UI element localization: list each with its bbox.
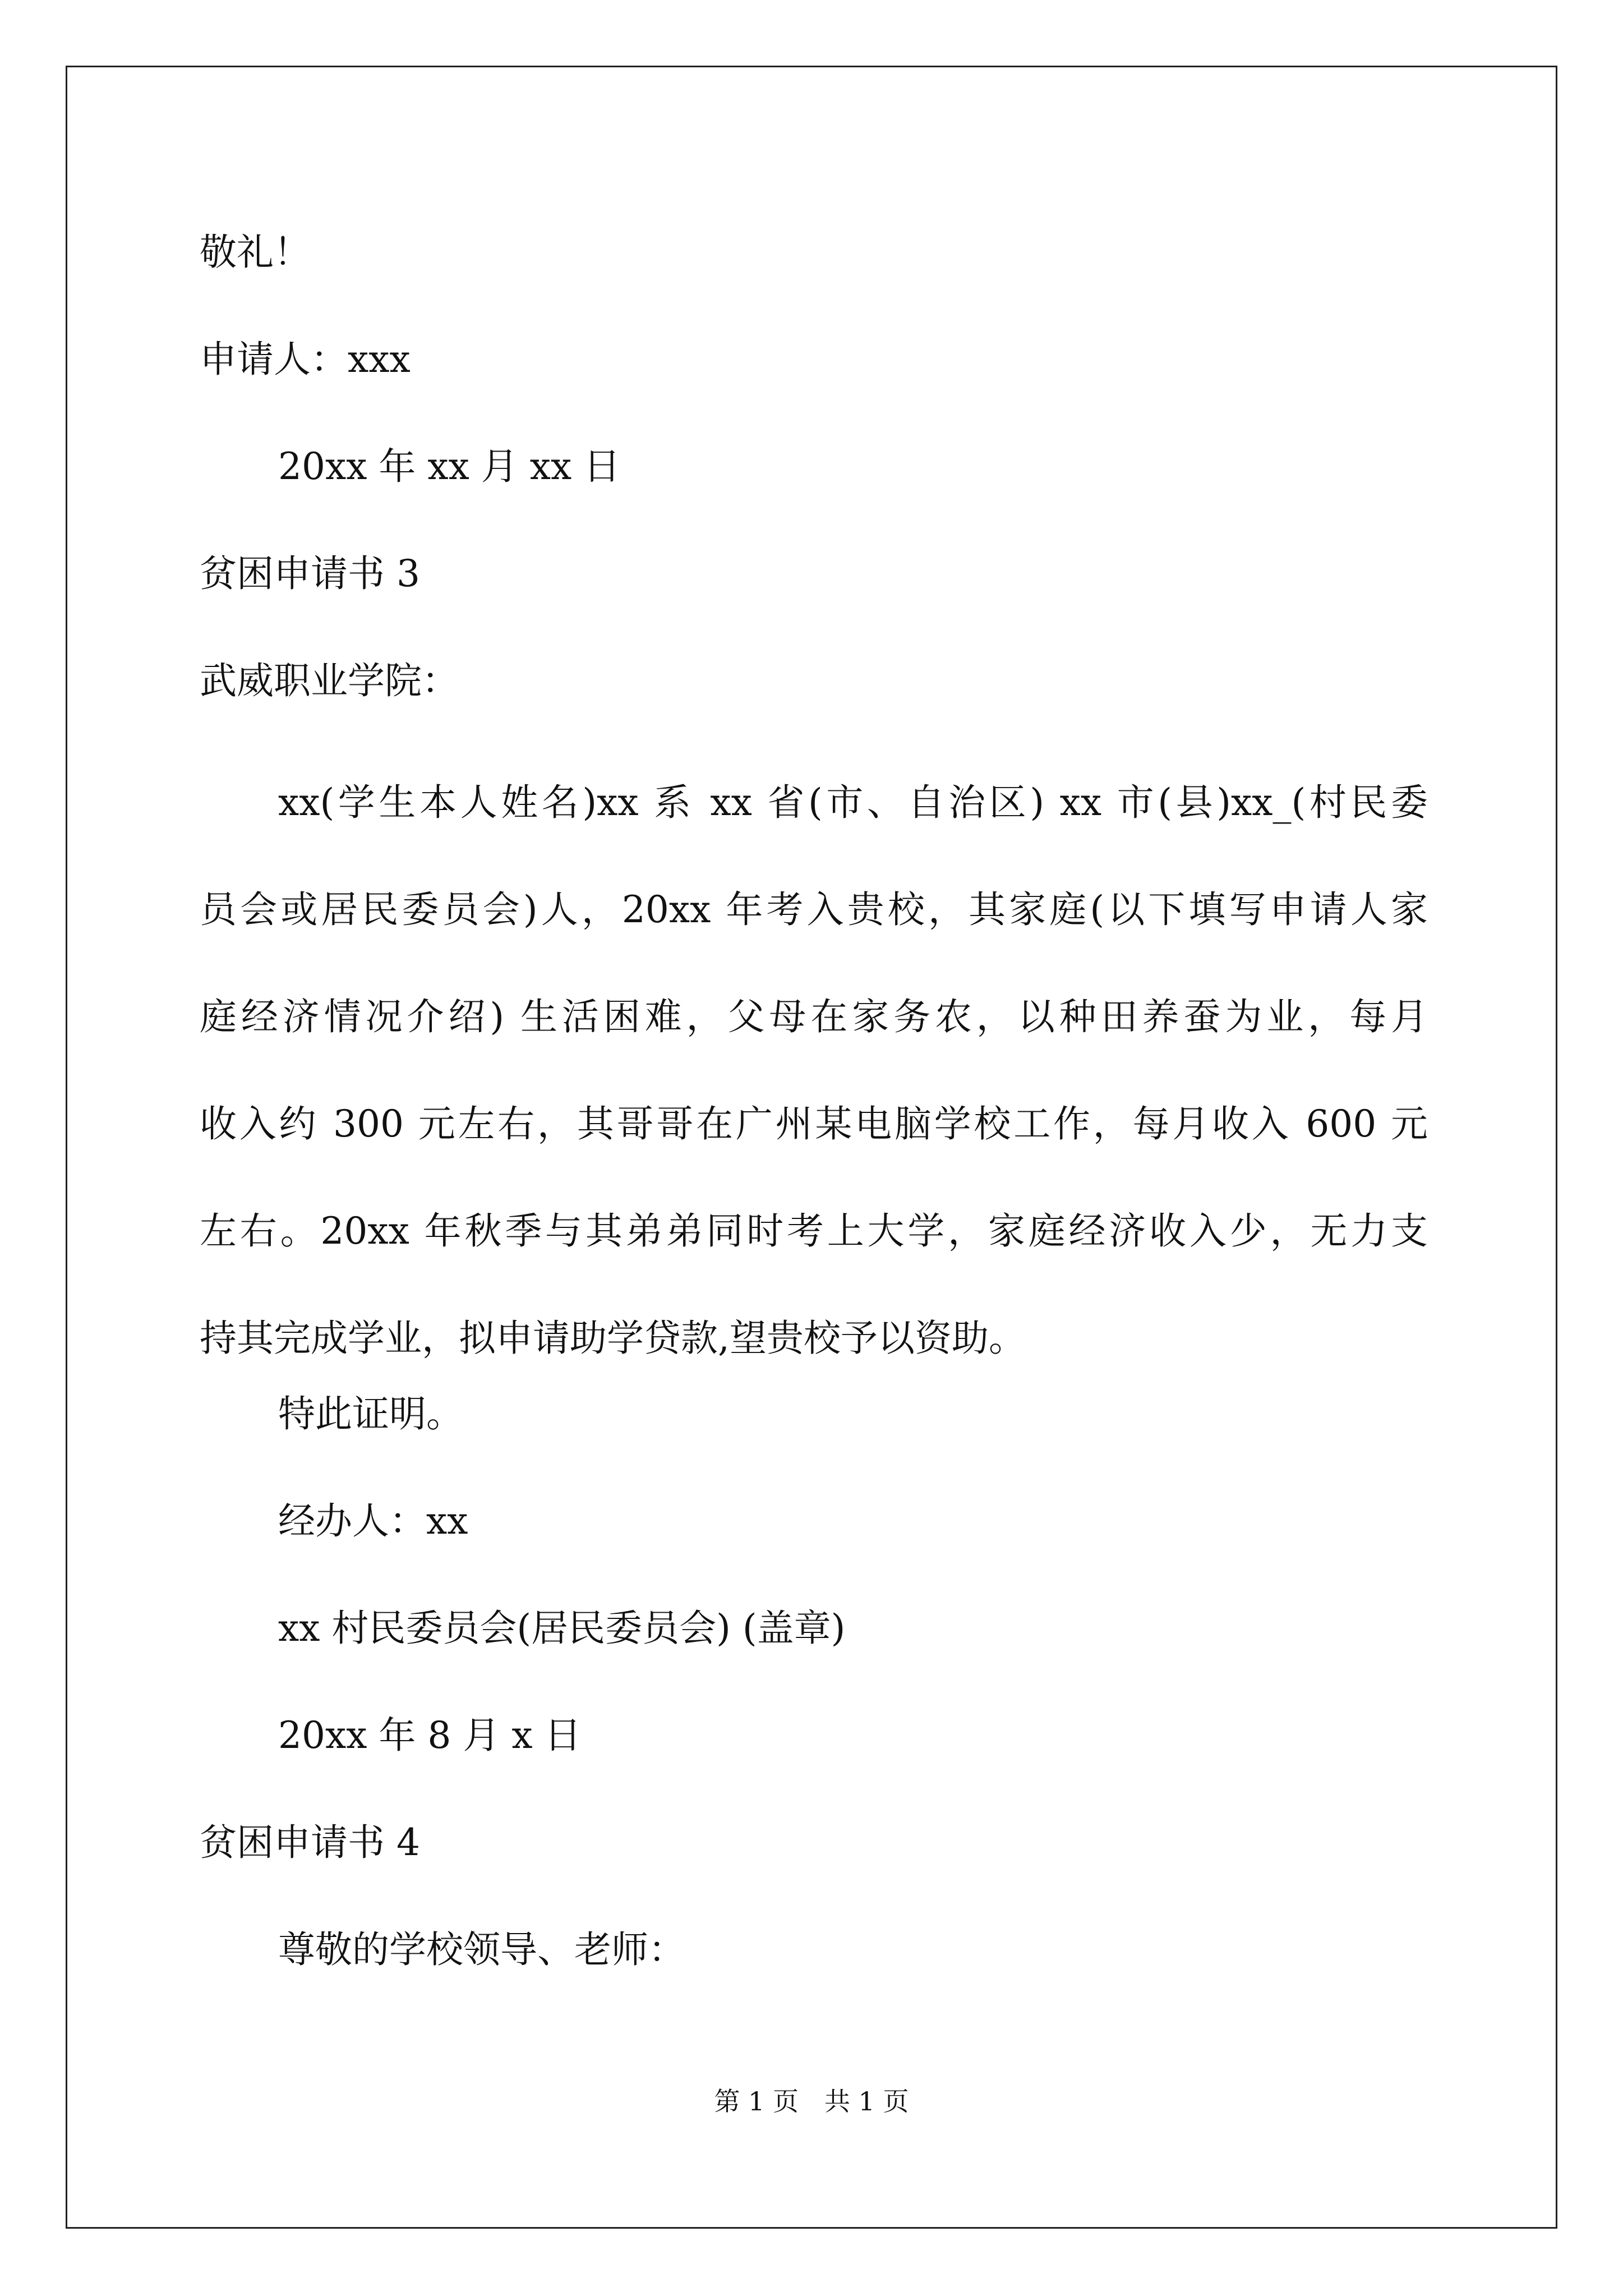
handler-line: 经办人：xx <box>278 1499 468 1543</box>
body-line: 收入约 300 元左右，其哥哥在广州某电脑学校工作，每月收入 600 元 <box>200 1102 1428 1145</box>
committee-seal-line: xx 村民委员会(居民委员会) (盖章) <box>278 1607 846 1650</box>
section-heading-4: 贫困申请书 4 <box>200 1821 420 1864</box>
date-line: 20xx 年 xx 月 xx 日 <box>278 445 621 488</box>
body-line: 庭经济情况介绍) 生活困难，父母在家务农，以种田养蚕为业，每月 <box>200 995 1428 1038</box>
certify-text: 特此证明。 <box>278 1392 463 1435</box>
salutation-line: 尊敬的学校领导、老师： <box>278 1928 685 1971</box>
applicant-line: 申请人：xxx <box>200 338 411 381</box>
body-line: xx(学生本人姓名)xx 系 xx 省(市、自治区) xx 市(县)xx_(村民委 <box>278 781 1428 824</box>
section-heading-3: 贫困申请书 3 <box>200 552 420 595</box>
body-line: 员会或居民委员会)人，20xx 年考入贵校，其家庭(以下填写申请人家 <box>200 888 1428 931</box>
application-body <box>200 749 1428 1392</box>
closing-text: 敬礼！ <box>200 231 311 274</box>
recipient-line: 武威职业学院： <box>200 659 459 702</box>
date-line-2: 20xx 年 8 月 x 日 <box>278 1714 582 1757</box>
body-line: 持其完成学业，拟申请助学贷款,望贵校予以资助。 <box>200 1317 1026 1360</box>
page-footer: 第 1 页 共 1 页 <box>714 2086 909 2116</box>
body-line: 左右。20xx 年秋季与其弟弟同时考上大学，家庭经济收入少，无力支 <box>200 1209 1428 1253</box>
